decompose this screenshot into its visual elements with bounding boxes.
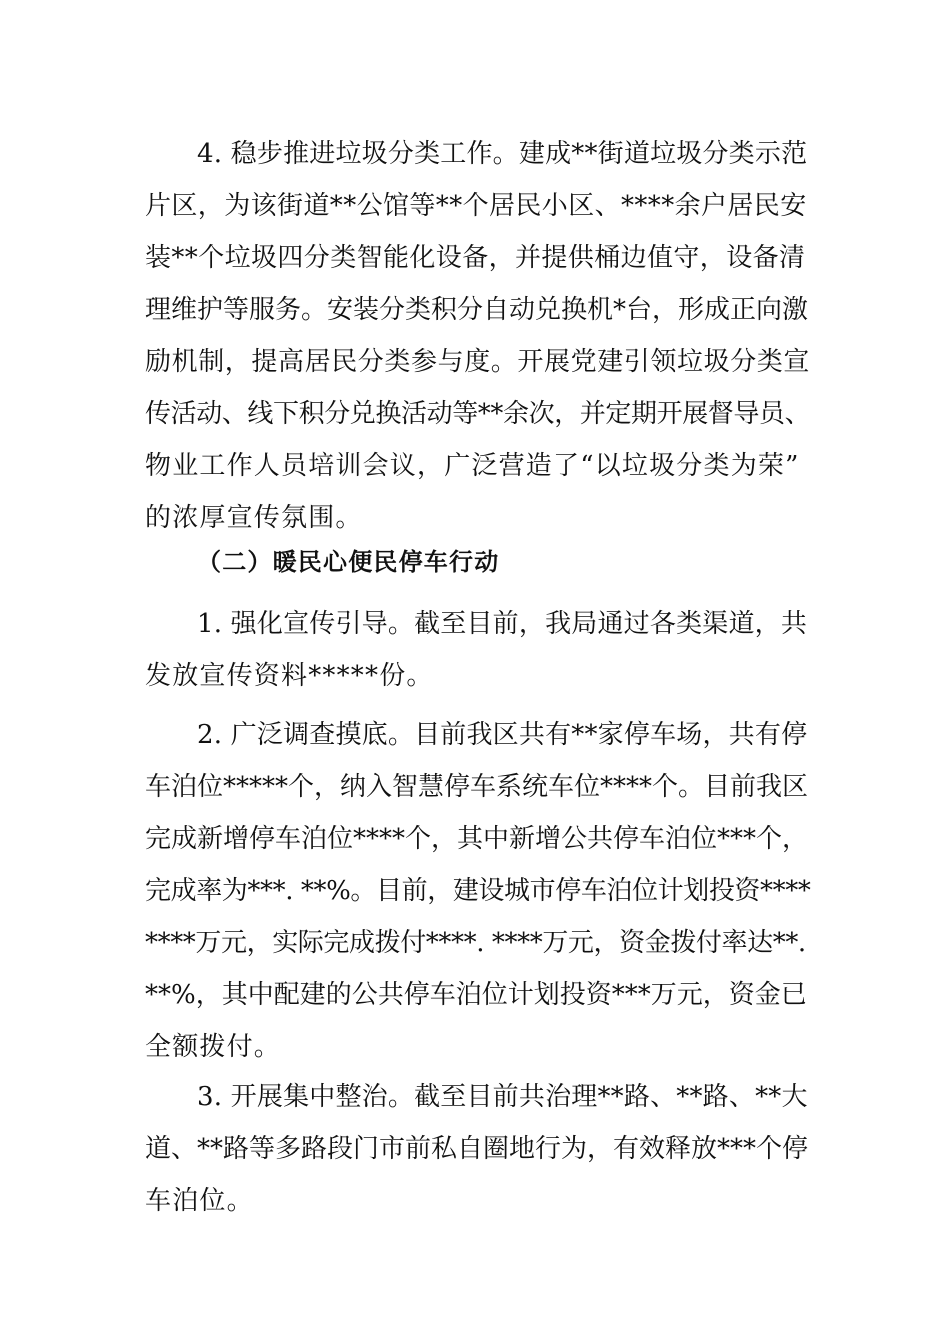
paragraph-line: 励机制，提高居民分类参与度。开展党建引领垃圾分类宣 [145, 347, 811, 377]
paragraph-line: 车泊位*****个，纳入智慧停车系统车位****个。目前我区 [145, 772, 809, 802]
paragraph-line: 完成率为***. **%。目前，建设城市停车泊位计划投资**** [145, 876, 811, 906]
paragraph-line: 3. 开展集中整治。截至目前共治理**路、**路、**大 [197, 1082, 808, 1112]
paragraph-line: 的浓厚宣传氛围。 [145, 503, 363, 533]
section-heading-parking [145, 536, 810, 588]
paragraph-line: 1. 强化宣传引导。截至目前，我局通过各类渠道，共 [197, 609, 808, 639]
section-heading: （二）暖民心便民停车行动 [197, 548, 500, 576]
paragraph-line: 理维护等服务。安装分类积分自动兑换机*台，形成正向激 [145, 295, 809, 325]
paragraph-survey [145, 709, 810, 1073]
paragraph-line: 完成新增停车泊位****个，其中新增公共停车泊位***个， [145, 824, 809, 854]
paragraph-line: 装**个垃圾四分类智能化设备，并提供桶边值守，设备清 [145, 243, 806, 273]
paragraph-line: 传活动、线下积分兑换活动等**余次，并定期开展督导员、 [145, 399, 811, 429]
paragraph-publicity [145, 598, 810, 702]
paragraph-line: **%，其中配建的公共停车泊位计划投资***万元，资金已 [145, 980, 807, 1010]
paragraph-line: ****万元，实际完成拨付****. ****万元，资金拨付率达**. [145, 928, 806, 958]
paragraph-line: 道、**路等多路段门市前私自圈地行为，有效释放***个停 [145, 1134, 809, 1164]
paragraph-line: 4. 稳步推进垃圾分类工作。建成**街道垃圾分类示范 [197, 139, 808, 169]
paragraph-line: 全额拨付。 [145, 1032, 282, 1062]
paragraph-line: 车泊位。 [145, 1186, 254, 1216]
paragraph-line: 发放宣传资料*****份。 [145, 661, 434, 691]
paragraph-line: 2. 广泛调查摸底。目前我区共有**家停车场，共有停 [197, 720, 808, 750]
paragraph-rectification [145, 1071, 810, 1227]
paragraph-line: 物业工作人员培训会议，广泛营造了“以垃圾分类为荣” [145, 451, 800, 481]
paragraph-line: 片区，为该街道**公馆等**个居民小区、****余户居民安 [145, 191, 807, 221]
paragraph-waste-sorting [145, 128, 810, 544]
